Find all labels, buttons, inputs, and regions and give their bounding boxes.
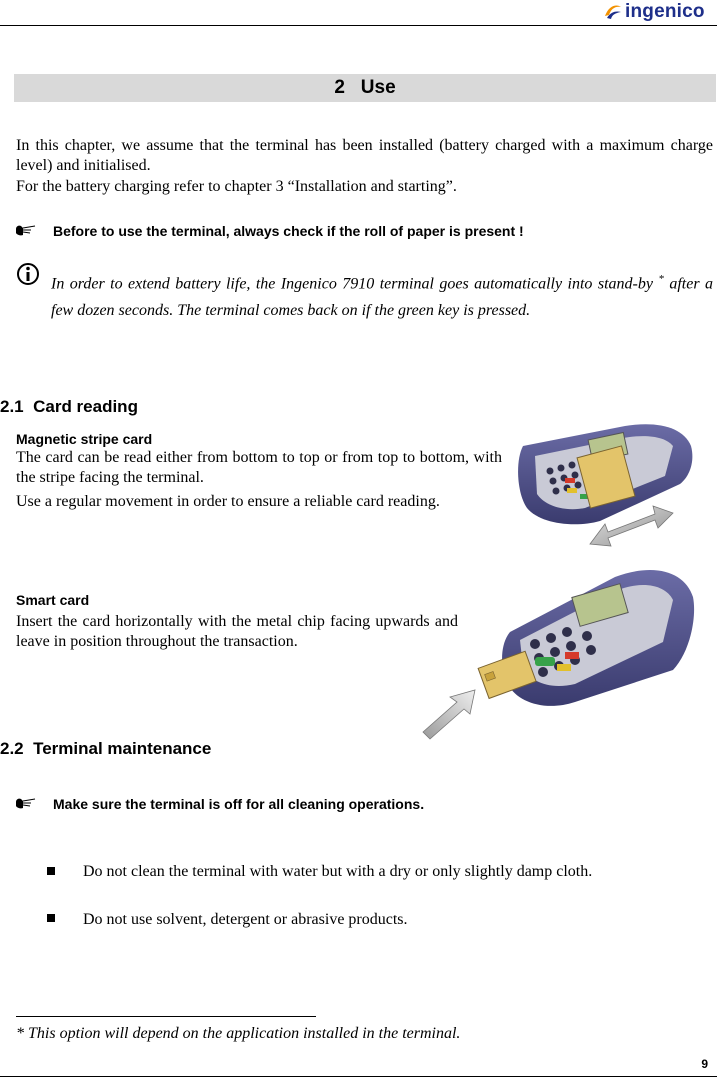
bullet-square-icon [47,914,55,922]
standby-info-text-2: after a few dozen seconds. The terminal comes back on if the green key is pressed. [51,275,713,320]
magnetic-card-usage-text: Use a regular movement in order to ensure a reliable card reading. [16,493,440,510]
magnetic-card-text: The card can be read either from bottom to top or from top to bottom, with the stripe facing the terminal. [16,449,502,486]
chapter-title-band [14,74,716,102]
section-2-1-number: 2.1 [0,397,24,416]
paper-roll-note: Before to use the terminal, always check if the roll of paper is present ! [53,223,524,239]
chapter-number: 2 [334,77,345,98]
standby-info-note [51,266,713,324]
intro-paragraph: In this chapter, we assume that the terminal has been installed (battery charged with a maximum charge level) and initialised. [16,137,713,174]
hand-pointer-icon [14,222,38,238]
hand-pointer-icon [14,795,38,811]
intro-reference: For the battery charging refer to chapter 3 “Installation and starting”. [16,178,457,195]
section-2-1-title: Card reading [33,397,138,416]
header-rule [0,25,717,26]
terminal-smart-card-illustration [415,562,700,747]
logo-swoosh-icon [603,3,623,21]
terminal-magnetic-swipe-illustration [505,416,700,551]
bullet-square-icon [47,867,55,875]
footnote-separator [16,1016,316,1017]
footnote-marker: * [658,273,664,285]
footnote: * This option will depend on the application installed in the terminal. [16,1025,461,1042]
standby-info-text-1: In order to extend battery life, the Ingenico 7910 terminal goes automatically into stand-by [51,275,653,293]
section-2-1-heading [0,397,138,417]
page-number: 9 [701,1057,708,1071]
info-circle-icon [16,262,40,286]
magnetic-card-heading: Magnetic stripe card [16,431,153,447]
section-2-2-number: 2.2 [0,739,24,758]
chapter-title-text: Use [360,77,396,98]
smart-card-heading: Smart card [16,592,90,608]
ingenico-logo [603,2,715,24]
chapter-title [14,77,716,99]
logo-text: ingenico [625,1,705,22]
section-2-2-title: Terminal maintenance [33,739,212,758]
smart-card-text: Insert the card horizontally with the metal chip facing upwards and leave in position throughout the transaction. [16,613,458,650]
maintenance-bullet-2: Do not use solvent, detergent or abrasive products. [83,911,408,928]
footer-rule [0,1076,717,1077]
section-2-2-heading [0,739,211,759]
maintenance-bullet-1: Do not clean the terminal with water but with a dry or only slightly damp cloth. [83,863,593,880]
cleaning-off-note: Make sure the terminal is off for all cleaning operations. [53,796,425,812]
